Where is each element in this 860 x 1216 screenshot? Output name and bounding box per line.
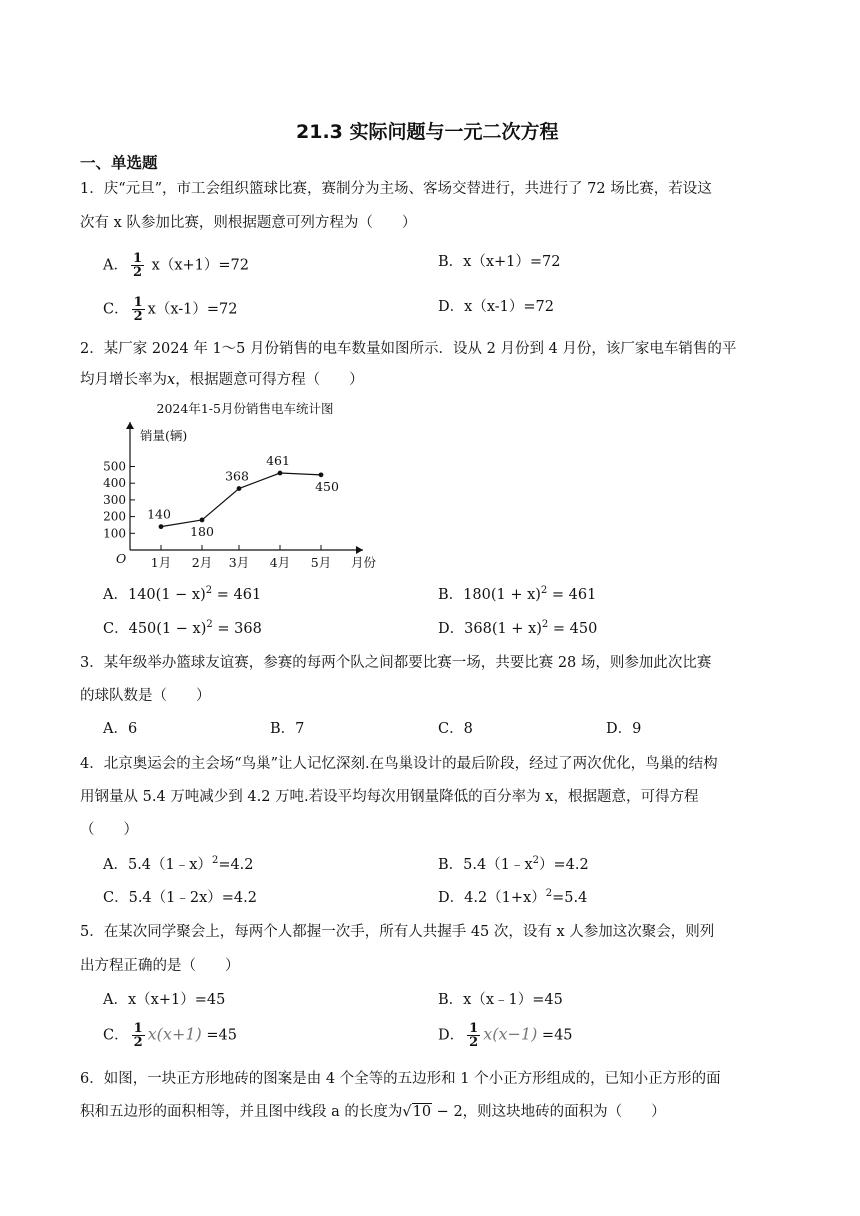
q5-option-d[interactable]: D． $\frac{1}{2}$ x(x−1) =45: [438, 1021, 573, 1050]
y-tick-label: 300: [103, 492, 126, 507]
x-axis-arrow: [356, 546, 363, 554]
y-tick-label: 100: [103, 526, 126, 541]
x-tick-label: 1月: [150, 555, 172, 570]
q6-stem-line1: 6．如图，一块正方形地砖的图案是由 4 个全等的五边形和 1 个小正方形组成的，已知小正方形的面: [80, 1071, 721, 1087]
q1-stem-line1: 1．庆“元旦”，市工会组织篮球比赛，赛制分为主场、客场交替进行，共进行了 72 场比赛，若设这: [80, 181, 712, 197]
option-label: D．: [438, 621, 465, 637]
q4-stem-line1: 4．北京奥运会的主会场“鸟巢”让人记忆深刻.在鸟巢设计的最后阶段，经过了两次优化，鸟巢的结构: [80, 756, 718, 772]
option-label: A．: [103, 257, 128, 274]
y-tick-label: 500: [103, 459, 126, 474]
y-axis-arrow: [126, 422, 134, 429]
option-text: x（x-1）=72: [464, 299, 554, 315]
origin-label: O: [116, 551, 127, 566]
q4-option-b[interactable]: B．$5.4(1﹣x^2)=4.2$: [438, 855, 589, 873]
option-label: B．: [438, 254, 464, 270]
q2-option-d[interactable]: D．$368(1 + x)^2 = 450$: [438, 619, 598, 637]
q1-stem-line2: 次有 x 队参加比赛，则根据题意可列方程为（ ）: [80, 215, 417, 231]
x-tick-label: 3月: [228, 555, 250, 570]
x-tick-label: 5月: [310, 555, 332, 570]
data-label: 450: [315, 478, 339, 494]
data-point: [319, 472, 324, 477]
x-tick-label: 4月: [269, 555, 291, 570]
q5-option-c[interactable]: C． $\frac{1}{2}$ x(x+1) =45: [103, 1021, 237, 1050]
page-title: 21.3 实际问题与一元二次方程: [296, 121, 559, 143]
q3-option-a[interactable]: A．6: [103, 721, 138, 737]
data-point: [278, 471, 283, 476]
q2-stem-line1: 2．某厂家 2024 年 1～5 月份销售的电车数量如图所示．设从 2 月份到 4 月份，该厂家电车销售的平: [80, 341, 737, 357]
chart-axes: [116, 422, 377, 570]
q4-option-a[interactable]: A．5.4（1﹣x）$^2$=4.2: [103, 855, 254, 873]
q2-option-b[interactable]: B．$180(1 + x)^2 = 461$: [438, 585, 597, 603]
option-label: D．: [438, 299, 465, 315]
q4-option-d[interactable]: D．$4.2(1+x)^2=5.4$: [438, 888, 588, 906]
option-label: C．: [103, 301, 129, 318]
sales-line-chart: [95, 398, 385, 578]
chart-x-labels: [151, 545, 331, 570]
x-axis-label: 月份: [351, 555, 377, 570]
data-point: [159, 524, 164, 529]
data-label: 368: [225, 468, 249, 484]
q2-stem-line2: 均月增长率为x，根据题意可得方程（ ）: [80, 372, 364, 388]
q4-stem-line2: 用钢量从 5.4 万吨减少到 4.2 万吨.若设平均每次用钢量降低的百分率为 x，根据题意，可得方程: [80, 789, 699, 805]
q2-option-c[interactable]: C．$450(1 - x)^2 = 368$: [103, 619, 262, 637]
q5-option-b[interactable]: B．x（x﹣1）=45: [438, 992, 563, 1008]
sqrt-expression: √10 − 2: [402, 1104, 463, 1120]
chart-title: 2024年1-5月份销售电车统计图: [156, 401, 334, 416]
q3-option-b[interactable]: B．7: [270, 721, 305, 737]
y-tick-label: 400: [103, 476, 126, 491]
data-label: 461: [266, 453, 290, 469]
q3-option-c[interactable]: C．8: [438, 721, 473, 737]
chart-data-labels: [147, 453, 339, 539]
y-axis-label: 销量(辆): [140, 428, 188, 443]
option-label: C．: [103, 621, 129, 637]
y-tick-label: 200: [103, 509, 126, 524]
q1-option-b[interactable]: [438, 254, 561, 270]
q4-option-c[interactable]: C．5.4（1﹣2x）=4.2: [103, 890, 257, 906]
option-label: B．: [438, 587, 464, 603]
q5-stem-line2: 出方程正确的是（ ）: [80, 958, 240, 974]
fraction: $\frac{1}{2}$: [132, 251, 143, 280]
option-text: x（x+1）=72: [151, 257, 249, 274]
option-text: x（x+1）=72: [463, 254, 561, 270]
data-label: 140: [147, 506, 171, 522]
q1-option-c[interactable]: [103, 296, 237, 323]
q3-option-d[interactable]: D．9: [606, 721, 642, 737]
q5-option-a[interactable]: A．x（x+1）=45: [103, 992, 226, 1008]
option-text: x（x-1）=72: [147, 301, 238, 318]
q6-stem-line2: 积和五边形的面积相等，并且图中线段 a 的长度为√10 − 2，则这块地砖的面积为（ ）: [80, 1104, 666, 1120]
q5-stem-line1: 5．在某次同学聚会上，每两个人都握一次手，所有人共握手 45 次，设有 x 人参加这次聚会，则列: [80, 924, 715, 940]
data-point: [200, 518, 205, 523]
q3-stem-line1: 3．某年级举办篮球友谊赛，参赛的每两个队之间都要比赛一场，共要比赛 28 场，则参加此次比赛: [80, 655, 712, 671]
fraction: $\frac{1}{2}$: [133, 295, 143, 324]
data-label: 180: [190, 523, 214, 539]
q4-stem-line3: （ ）: [80, 822, 138, 838]
q3-stem-line2: 的球队数是（ ）: [80, 688, 211, 704]
x-tick-label: 2月: [191, 555, 213, 570]
fraction: $\frac{1}{2}$: [469, 1021, 479, 1050]
option-label: D．: [438, 1027, 465, 1044]
q2-option-a[interactable]: A．$140(1 - x)^2 = 461$: [103, 585, 262, 603]
option-label: A．: [103, 587, 128, 603]
section-heading: 一、单选题: [80, 154, 158, 172]
q1-option-d[interactable]: [438, 299, 554, 315]
option-label: C．: [103, 1027, 129, 1044]
q1-option-a[interactable]: [103, 252, 249, 279]
fraction: $\frac{1}{2}$: [133, 1021, 143, 1050]
data-point: [237, 486, 242, 491]
